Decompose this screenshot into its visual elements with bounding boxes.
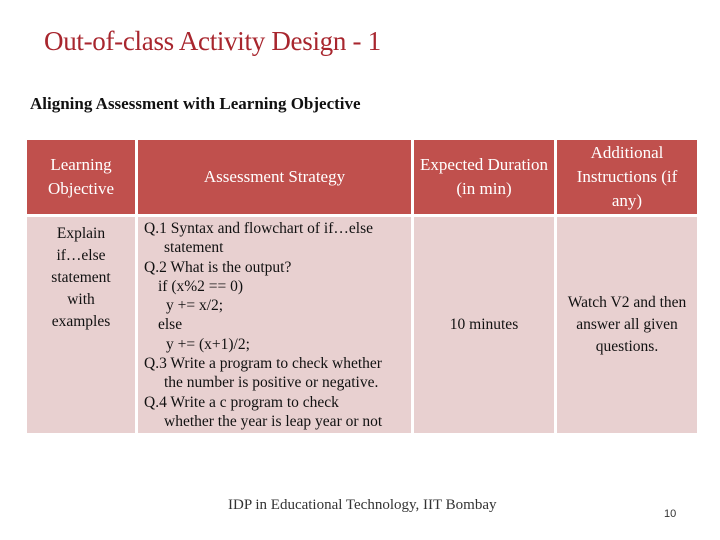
table-header-row <box>27 140 697 214</box>
strategy-line: the number is positive or negative. <box>164 374 379 392</box>
footer-text: IDP in Educational Technology, IIT Bombay <box>228 497 497 513</box>
slide-title: Out-of-class Activity Design - 1 <box>44 26 381 56</box>
strategy-line: statement <box>164 239 224 257</box>
cell-learning-objective <box>27 217 135 433</box>
cell-expected-duration: 10 minutes <box>414 217 554 433</box>
strategy-line: Q.3 Write a program to check whether <box>144 355 382 373</box>
strategy-line: Q.4 Write a c program to check <box>144 393 339 411</box>
header-assessment-strategy: Assessment Strategy <box>138 140 411 214</box>
strategy-line: y += x/2; <box>166 297 224 315</box>
objective-line: with <box>67 291 95 308</box>
header-learning-objective: Learning Objective <box>27 140 135 214</box>
strategy-line: else <box>158 316 183 334</box>
strategy-line: whether the year is leap year or not <box>164 412 383 430</box>
assessment-table <box>24 137 700 436</box>
page-number: 10 <box>664 508 677 520</box>
objective-line: examples <box>51 313 111 330</box>
strategy-line: if (x%2 == 0) <box>158 277 244 295</box>
objective-line: Explain <box>56 225 106 242</box>
cell-additional-instructions: Watch V2 and then answer all given questions. <box>557 217 697 433</box>
cell-assessment-strategy <box>138 217 411 433</box>
strategy-line: Q.1 Syntax and flowchart of if…else <box>144 220 373 237</box>
header-expected-duration: Expected Duration (in min) <box>414 140 554 214</box>
objective-line: statement <box>51 269 111 286</box>
header-additional-instructions: Additional Instructions (if any) <box>557 140 697 214</box>
objective-line: if…else <box>56 247 106 264</box>
table-row <box>27 217 697 433</box>
strategy-line: Q.2 What is the output? <box>144 258 292 276</box>
strategy-line: y += (x+1)/2; <box>166 335 250 353</box>
slide-subtitle: Aligning Assessment with Learning Objective <box>30 94 361 113</box>
